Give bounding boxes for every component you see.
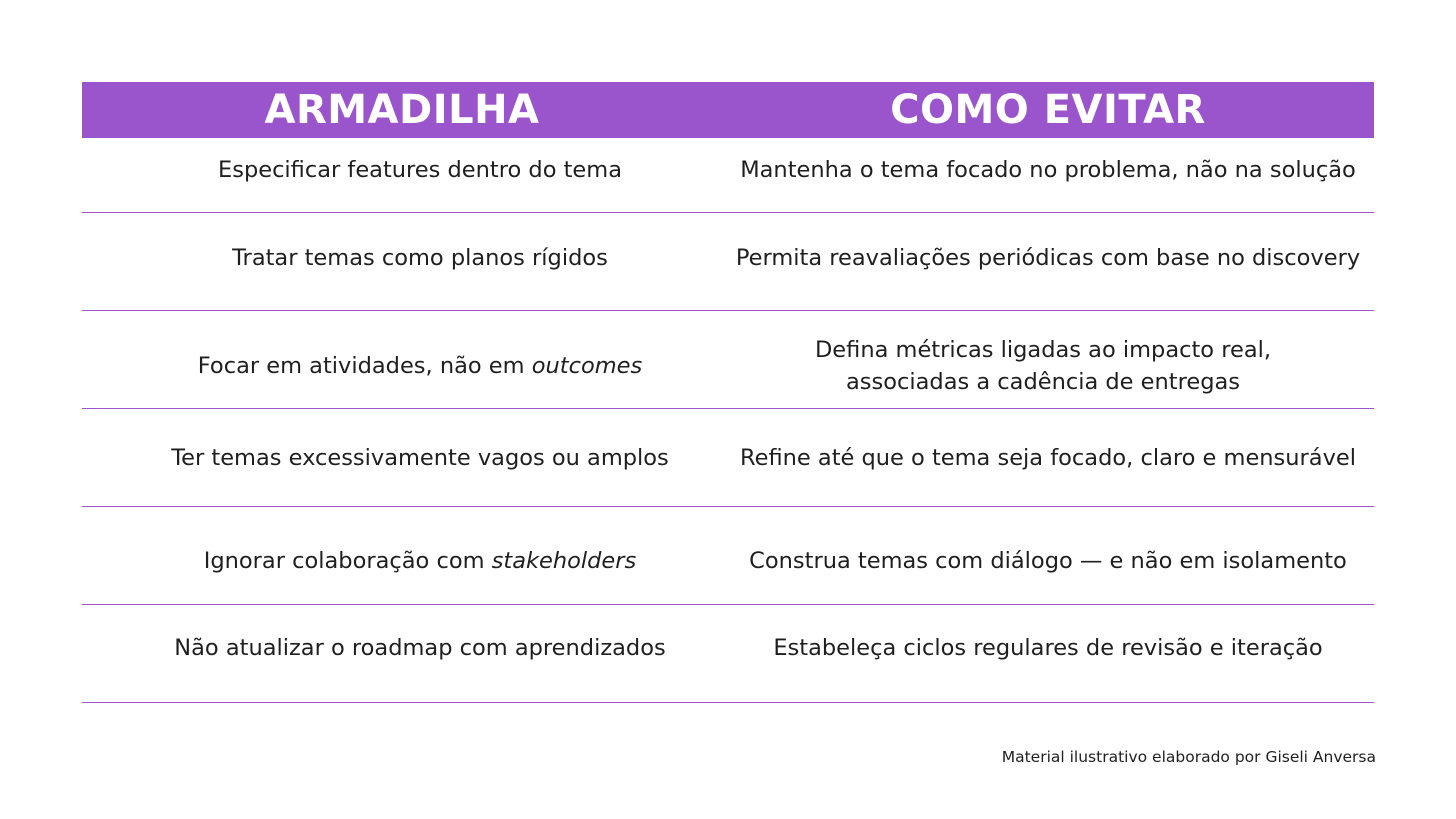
table-row: [82, 138, 1374, 213]
table-row: [82, 605, 1374, 703]
table-row: [82, 311, 1374, 409]
fix-cell: Defina métricas ligadas ao impacto real, associadas a cadência de entregas: [814, 336, 1272, 395]
traps-table: [82, 82, 1374, 703]
fix-cell: Permita reavaliações periódicas com base no discovery: [735, 244, 1361, 271]
trap-cell: Ter temas excessivamente vagos ou amplos: [171, 444, 669, 471]
fix-cell: Refine até que o tema seja focado, claro e mensurável: [740, 444, 1356, 471]
trap-text: Focar em atividades, não em: [197, 352, 525, 379]
trap-emphasis: outcomes: [531, 352, 643, 379]
trap-cell: [82, 507, 722, 604]
fix-cell: Mantenha o tema focado no problema, não na solução: [740, 157, 1356, 183]
trap-cell: Não atualizar o roadmap com aprendizados: [174, 634, 666, 661]
trap-cell: Especificar features dentro do tema: [218, 157, 622, 183]
trap-cell: [82, 311, 722, 408]
table-row: [82, 409, 1374, 507]
header-como-evitar: COMO EVITAR: [890, 87, 1206, 133]
table-row: [82, 213, 1374, 311]
trap-emphasis: stakeholders: [491, 547, 637, 574]
fix-cell: Construa temas com diálogo — e não em isolamento: [749, 547, 1347, 574]
credit-note: Material ilustrativo elaborado por Giseli Anversa: [1001, 748, 1376, 766]
trap-text: Ignorar colaboração com: [203, 547, 485, 574]
fix-cell: Estabeleça ciclos regulares de revisão e iteração: [773, 634, 1323, 661]
header-armadilha: ARMADILHA: [264, 87, 540, 133]
trap-cell: Tratar temas como planos rígidos: [232, 244, 608, 271]
table-header: [82, 82, 1374, 138]
table-row: [82, 507, 1374, 605]
